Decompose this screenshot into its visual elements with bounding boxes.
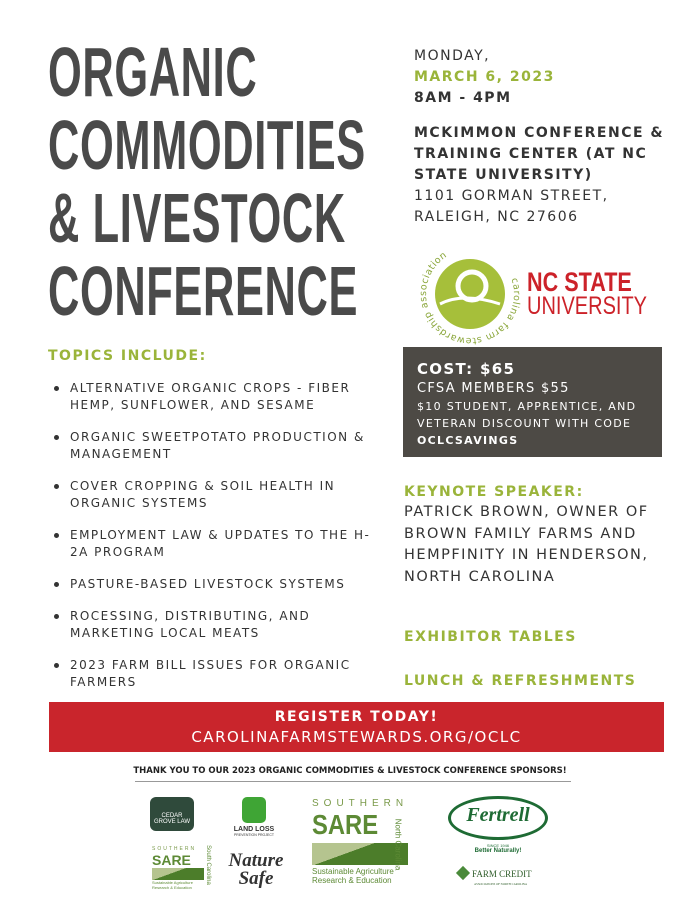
logo-text: Safe bbox=[238, 868, 274, 889]
cost-discount: $10 STUDENT, APPRENTICE, AND VETERAN DISCOUNT WITH CODE bbox=[417, 400, 637, 430]
register-link[interactable]: CAROLINAFARMSTEWARDS.ORG/OCLC bbox=[191, 728, 522, 746]
address: RALEIGH, NC 27606 bbox=[414, 209, 579, 225]
logo-text: SINCE 1946 bbox=[486, 843, 510, 848]
ncstate-text: NC STATE bbox=[527, 267, 632, 297]
title-line: COMMODITIES bbox=[48, 106, 366, 184]
logo-text: Sustainable Agriculture bbox=[152, 880, 193, 885]
logo-text: SARE bbox=[312, 809, 379, 840]
logo-text: PREVENTION PROJECT bbox=[233, 833, 275, 837]
nature-safe-logo bbox=[226, 852, 286, 888]
logo-text: Better Naturally! bbox=[474, 848, 522, 854]
cost-members: CFSA MEMBERS $55 bbox=[417, 381, 570, 396]
logo-text: North Carolina bbox=[393, 818, 403, 871]
keynote-heading: KEYNOTE SPEAKER: bbox=[404, 484, 584, 500]
topic-item: COVER CROPPING & SOIL HEALTH IN ORGANIC SYSTEMS bbox=[48, 478, 388, 512]
sare-sc-logo bbox=[152, 846, 204, 890]
keynote-text: PATRICK BROWN, OWNER OF BROWN FAMILY FARMS AND HEMPFINITY IN HENDERSON, NORTH CAROLINA bbox=[404, 504, 649, 585]
logo-text: Nature bbox=[228, 850, 284, 871]
topics-section bbox=[48, 348, 388, 706]
logo-text: Fertrell bbox=[466, 804, 530, 826]
topic-item: ALTERNATIVE ORGANIC CROPS - FIBER HEMP, SUNFLOWER, AND SESAME bbox=[48, 380, 388, 414]
logo-text: Sustainable Agriculture bbox=[312, 867, 394, 876]
venue: STATE UNIVERSITY) bbox=[414, 167, 593, 183]
register-banner[interactable] bbox=[49, 702, 664, 752]
event-time: 8AM - 4PM bbox=[414, 90, 512, 106]
logo-text: LAND LOSS bbox=[233, 826, 275, 833]
farm-credit-logo bbox=[458, 864, 548, 886]
topic-item: PASTURE-BASED LIVESTOCK SYSTEMS bbox=[48, 576, 388, 593]
cfsa-logo-text: carolina farm stewardship association bbox=[418, 249, 522, 346]
venue: MCKIMMON CONFERENCE & bbox=[414, 125, 665, 141]
venue: TRAINING CENTER (AT NC bbox=[414, 146, 648, 162]
land-loss-logo bbox=[226, 797, 282, 837]
event-info bbox=[414, 46, 664, 228]
divider bbox=[135, 781, 571, 782]
land-loss-icon bbox=[242, 797, 266, 823]
topic-item: 2023 FARM BILL ISSUES FOR ORGANIC FARMERS bbox=[48, 657, 388, 691]
logo-text: FARM CREDIT bbox=[472, 869, 532, 879]
logo-text: SOUTHERN bbox=[312, 798, 409, 809]
keynote bbox=[404, 482, 674, 588]
cost-main: COST: $65 bbox=[417, 360, 516, 378]
event-date: MARCH 6, 2023 bbox=[414, 69, 555, 85]
fertrell-logo bbox=[448, 796, 548, 840]
ncstate-logo bbox=[527, 267, 677, 320]
discount-code: OCLCSAVINGS bbox=[417, 434, 519, 447]
sare-sc-state-text: South Carolina bbox=[205, 845, 211, 885]
topic-item: ROCESSING, DISTRIBUTING, AND MARKETING LOCAL MEATS bbox=[48, 608, 388, 642]
address: 1101 GORMAN STREET, bbox=[414, 188, 609, 204]
logo-text: Research & Education bbox=[312, 876, 392, 885]
cfsa-logo bbox=[418, 242, 522, 346]
farm-credit-icon bbox=[456, 866, 470, 880]
topics-heading: TOPICS INCLUDE: bbox=[48, 348, 207, 364]
logo-text: SOUTHERN bbox=[152, 846, 197, 852]
register-label: REGISTER TODAY! bbox=[274, 709, 439, 725]
logo-text: Research & Education bbox=[152, 885, 192, 890]
page-title bbox=[48, 33, 388, 330]
logo-text: SARE bbox=[152, 852, 191, 868]
title-line: CONFERENCE bbox=[48, 252, 359, 330]
title-line: & LIVESTOCK bbox=[48, 179, 346, 257]
title-line: ORGANIC bbox=[48, 33, 258, 111]
topic-item: EMPLOYMENT LAW & UPDATES TO THE H-2A PROGRAM bbox=[48, 527, 388, 561]
logo-text: ASSOCIATIONS OF NORTH CAROLINA bbox=[474, 882, 528, 886]
cost-box bbox=[403, 347, 662, 457]
ncstate-text: UNIVERSITY bbox=[527, 292, 648, 320]
cedar-grove-logo: CEDAR GROVE LAW bbox=[150, 797, 194, 831]
sponsors-heading: THANK YOU TO OUR 2023 ORGANIC COMMODITIES & LIVESTOCK CONFERENCE SPONSORS! bbox=[133, 766, 567, 776]
topic-item: ORGANIC SWEETPOTATO PRODUCTION & MANAGEMENT bbox=[48, 429, 388, 463]
field-graphic bbox=[152, 868, 204, 880]
lunch: LUNCH & REFRESHMENTS bbox=[404, 673, 637, 689]
event-day: MONDAY, bbox=[414, 48, 491, 64]
exhibitor-tables: EXHIBITOR TABLES bbox=[404, 629, 577, 645]
